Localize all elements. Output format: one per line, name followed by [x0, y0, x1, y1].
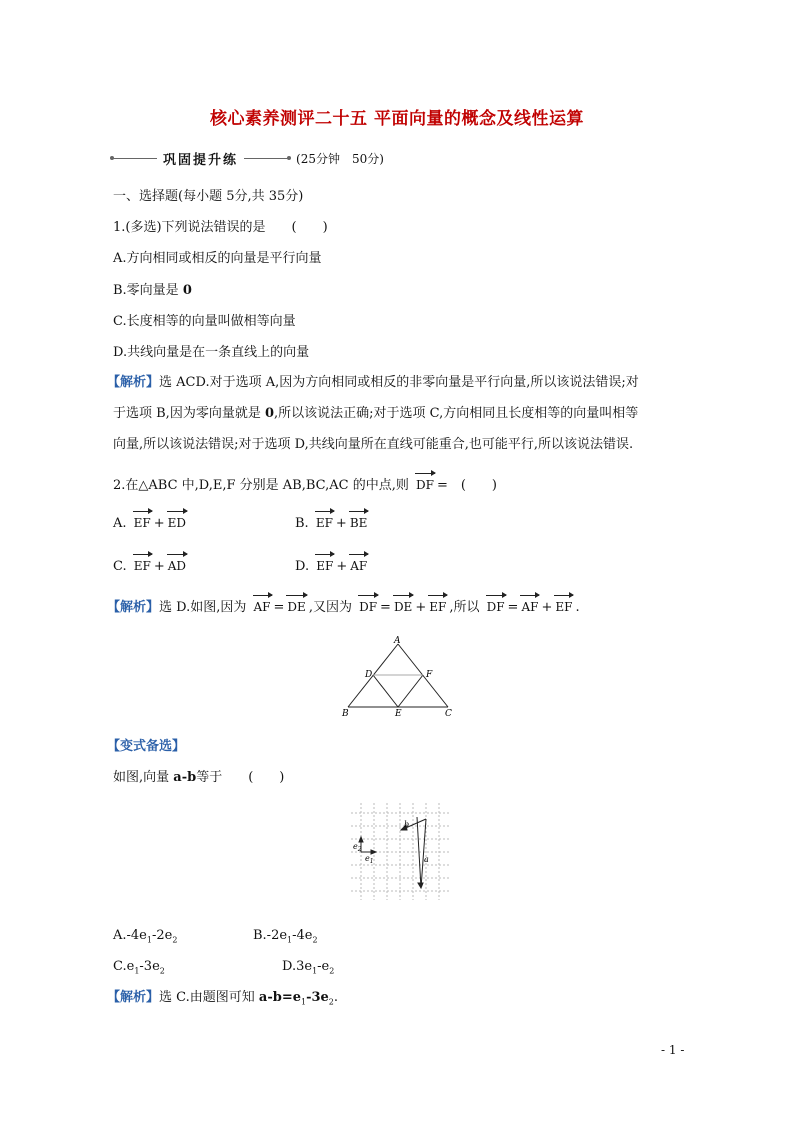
- variant-answer: 【解析】选 C.由题图可知 $a-b=e_1-3e_2$.: [107, 990, 339, 1007]
- variant-option-d: $D.3e_1-e_2$: [282, 959, 335, 976]
- q1-stem: 1.(多选)下列说法错误的是 ( ): [113, 220, 328, 235]
- q1-option-c: C.长度相等的向量叫做相等向量: [113, 314, 296, 329]
- label-e1: $e_1$: [365, 854, 374, 865]
- banner-line-right: [244, 158, 288, 159]
- q1-answer: 【解析】选 ACD.对于选项 A,因为方向相同或相反的非零向量是平行向量,所以该说法错误;对 于选项 B,因为零向量就是 0,所以该说法正确;对于选项 C,方向相同且长度相等的向量叫相等 向量,所以该说法错误;对于选项 D,共线向量所在直线可能重合,也可能平行,所以该说法错误.: [107, 375, 639, 452]
- q2-option-d: D. EF + AF: [295, 559, 368, 574]
- variant-stem: 如图,向量 a-b等于 ( ): [113, 770, 285, 785]
- label-vec-a: a: [424, 855, 429, 864]
- label-f: F: [426, 670, 433, 680]
- answer-tag: 【解析】: [107, 375, 160, 390]
- section-label: 巩固提升练: [163, 152, 239, 168]
- variant-option-b: $B.-2e_1-4e_2$: [253, 928, 318, 945]
- q1-option-b: B.零向量是 0: [113, 283, 192, 298]
- label-a: A: [394, 636, 401, 646]
- label-b: B: [342, 709, 349, 719]
- banner-line-left: [113, 158, 157, 159]
- section-time: (25分钟 50分): [296, 151, 384, 166]
- q1-option-d: D.共线向量是在一条直线上的向量: [113, 345, 310, 360]
- page-number: - 1 -: [661, 1043, 685, 1057]
- q2-stem: 2.在△ABC 中,D,E,F 分别是 AB,BC,AC 的中点,则 DF = ( ): [113, 478, 498, 493]
- part-heading: 一、选择题(每小题 5分,共 35分): [113, 189, 304, 204]
- variant-option-c: $C.e_1-3e_2$: [113, 959, 165, 976]
- label-d: D: [365, 670, 373, 680]
- triangle-figure: [338, 634, 462, 720]
- variant-option-a: $A.-4e_1-2e_2$: [113, 928, 178, 945]
- q2-option-a: A. EF + ED: [113, 516, 187, 531]
- label-vec-b: b: [404, 820, 410, 829]
- variant-tag: 【变式备选】: [107, 739, 186, 754]
- label-c: C: [445, 709, 452, 719]
- q2-option-b: B. EF + BE: [295, 516, 368, 531]
- q1-option-a: A.方向相同或相反的向量是平行向量: [113, 251, 322, 266]
- grid-figure: [351, 803, 449, 900]
- page-title: 核心素养测评二十五 平面向量的概念及线性运算: [210, 109, 584, 129]
- q2-answer: 【解析】选 D.如图,因为 AF = DE ,又因为 DF = DE + EF ,所以 DF = AF + EF .: [107, 600, 580, 615]
- section-banner: [113, 148, 384, 168]
- q2-option-c: C. EF + AD: [113, 559, 187, 574]
- label-e2: $e_2$: [353, 842, 362, 853]
- label-e: E: [395, 709, 402, 719]
